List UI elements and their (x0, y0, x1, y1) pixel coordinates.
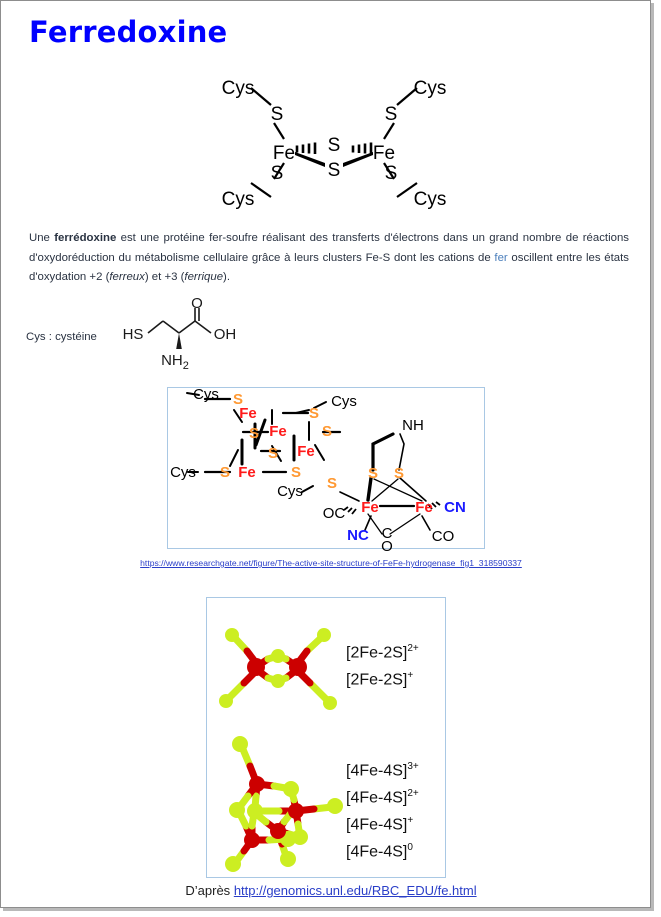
label-s-cubane-2: S (308, 405, 320, 422)
state-label: $[4Fe-4S]^0$ (346, 842, 413, 861)
atom-sulfur (283, 781, 299, 797)
para-text-e: ). (223, 271, 231, 283)
label-cys-hyd-2: Cys (170, 464, 196, 481)
label-cys-hyd-3: Cys (331, 393, 357, 410)
para-term-ferrique: ferrique (184, 271, 224, 283)
cysteine-skeletal-diagram (119, 295, 249, 373)
fefe-hydrogenase-figure-box (167, 386, 485, 555)
label-s-bridge-cys: S (326, 475, 338, 492)
label-cys-hyd-4: Cys (277, 483, 303, 500)
genomics-link[interactable]: http://genomics.unl.edu/RBC_EDU/fe.html (233, 883, 477, 898)
atom-sulfur (225, 856, 241, 872)
label-oc-proximal: OC (322, 505, 346, 522)
label-s-adt-1: S (367, 465, 379, 482)
label-s-cubane-4: S (248, 425, 260, 442)
atom-sulfur (271, 649, 285, 663)
atom-sulfur (229, 802, 245, 818)
label-nh-bridgehead: NH (402, 417, 424, 434)
state-label: $[2Fe-2S]^{2+}$ (346, 643, 419, 662)
atom-sulfur (247, 803, 263, 819)
label-fe-subsite-distal: Fe (415, 499, 433, 516)
atom-sulfur (232, 736, 248, 752)
cluster-4fe-state-labels (346, 753, 419, 861)
atom-iron (244, 832, 260, 848)
label-s-bridge-top: S (327, 135, 341, 156)
label-c-bridging: C (381, 525, 393, 542)
label-o-bridging: O (381, 538, 393, 555)
atom-iron (270, 823, 286, 839)
state-label: $[4Fe-4S]^{2+}$ (346, 788, 419, 807)
label-nc-proximal: NC (347, 527, 369, 544)
atom-sulfur (317, 628, 331, 642)
para-text-d: ) et +3 ( (144, 271, 185, 283)
label-oh: OH (213, 326, 237, 343)
label-s-adt-2: S (393, 465, 405, 482)
para-term-ferredoxine: ferrédoxine (54, 232, 117, 244)
para-text-b: est une protéine fer-soufre réalisant des transferts d'électrons dans un grand nombre de réactions d'oxydoréduction du métabolisme cellulaire grâce à leurs clusters Fe-S dont les cations de (29, 232, 629, 264)
state-label: [4Fe-4S]+ (346, 815, 414, 834)
atom-iron (289, 658, 307, 676)
label-cn-distal: CN (444, 499, 466, 516)
atom-iron (247, 658, 265, 676)
label-cys-bottom-right: Cys (413, 189, 447, 210)
credit-prefix: D’après (185, 883, 234, 898)
para-text-c: oscillent entre les états d'oxydation +2 ( (29, 251, 629, 283)
label-co-distal: CO (431, 528, 455, 545)
label-cys-top-left: Cys (221, 78, 255, 99)
fe2s2-skeletal-diagram (179, 63, 489, 208)
label-cys-bottom-left: Cys (221, 189, 255, 210)
model-4fe-4s (212, 734, 342, 864)
label-fe-cubane-3: Fe (297, 443, 315, 460)
fefe-hydrogenase-diagram (168, 386, 486, 555)
label-s-bridge-bottom: S (327, 160, 341, 181)
label-fe-cubane-2: Fe (269, 423, 287, 440)
label-s-cubane-1: S (232, 391, 244, 408)
atom-sulfur (271, 674, 285, 688)
label-s-top-right: S (384, 104, 398, 125)
page-title: Ferredoxine (29, 15, 228, 49)
label-fe-cubane-1: Fe (239, 405, 257, 422)
source-credit-line (1, 883, 661, 898)
label-s-cubane-7: S (219, 464, 231, 481)
label-fe-right: Fe (372, 143, 396, 164)
label-s-top-left: S (270, 104, 284, 125)
cluster-2fe-state-labels (346, 635, 419, 689)
label-s-cubane-5: S (267, 445, 279, 462)
label-nh2: $NH_2$ (161, 352, 189, 372)
atom-sulfur (280, 851, 296, 867)
state-label: $[4Fe-4S]^{3+}$ (346, 761, 419, 780)
atom-sulfur (323, 696, 337, 710)
label-s-cubane-6: S (290, 464, 302, 481)
label-fe-left: Fe (272, 143, 296, 164)
para-text-a: Une (29, 232, 55, 244)
label-carbonyl-o: O (191, 295, 203, 312)
atom-sulfur (219, 694, 233, 708)
label-hs: HS (122, 326, 144, 343)
label-fe-cubane-4: Fe (238, 464, 256, 481)
label-s-bottom-right: S (384, 163, 398, 184)
atom-iron (249, 776, 265, 792)
model-2fe-2s (212, 621, 342, 713)
atom-iron (288, 803, 304, 819)
label-fe-subsite-proximal: Fe (361, 499, 379, 516)
label-s-bottom-left: S (270, 163, 284, 184)
para-term-fer: fer (494, 251, 508, 264)
description-paragraph (29, 229, 629, 288)
atom-sulfur (225, 628, 239, 642)
label-cys-top-right: Cys (413, 78, 447, 99)
state-label: [2Fe-2S]+ (346, 670, 414, 689)
cysteine-legend: Cys : cystéine (26, 331, 97, 343)
para-term-ferreux: ferreux (109, 271, 145, 283)
researchgate-link[interactable]: https://www.researchgate.net/figure/The-active-site-structure-of-FeFe-hydrogenase_fig1_318590337 (140, 558, 522, 568)
label-cys-hyd-1: Cys (193, 386, 219, 403)
researchgate-source-line (1, 558, 661, 568)
atom-sulfur (327, 798, 343, 814)
label-s-cubane-3: S (321, 423, 333, 440)
